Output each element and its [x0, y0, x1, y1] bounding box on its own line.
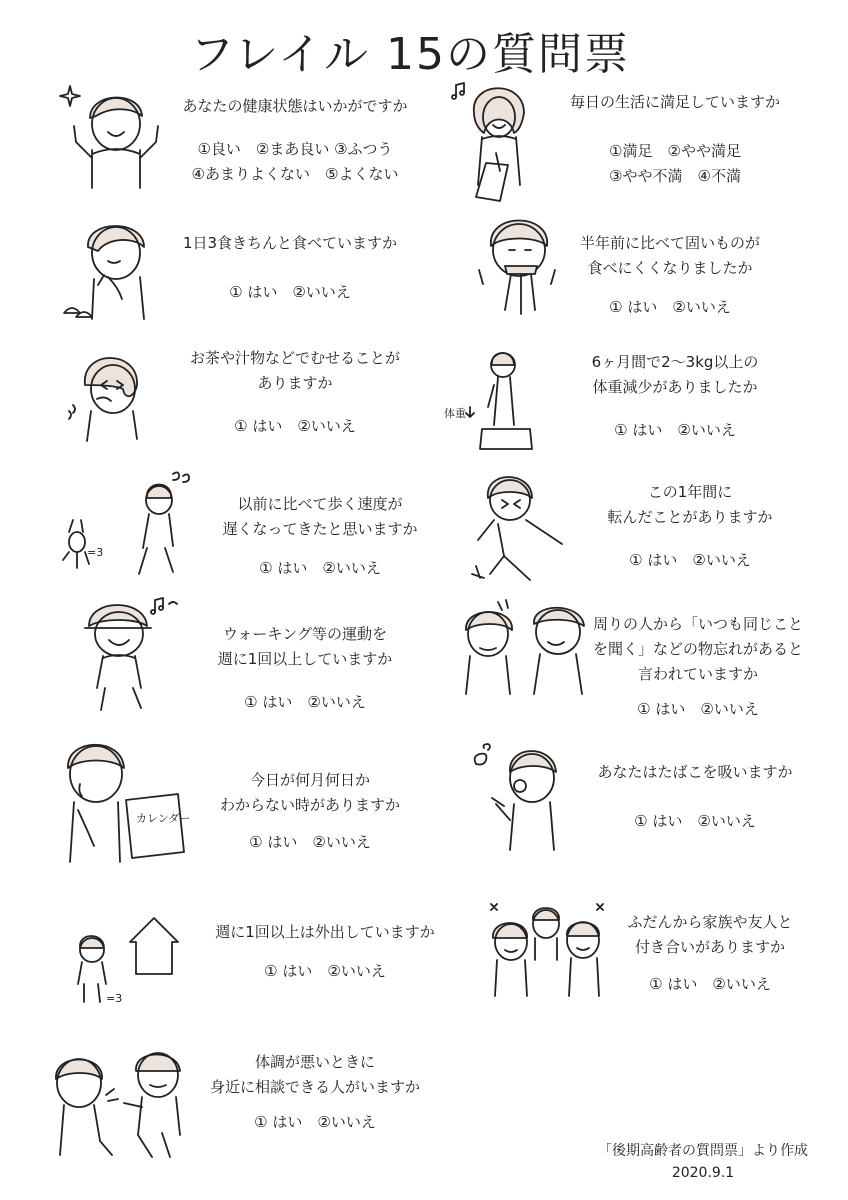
question-text: この1年間に 転んだことがありますか: [607, 483, 773, 526]
question-text: あなたはたばこを吸いますか: [597, 763, 793, 781]
person-calendar-illustration: [60, 740, 190, 870]
answer-options: ① はい ②いいえ: [634, 812, 756, 830]
group-of-friends-illustration: [485, 900, 610, 1005]
question-text: 週に1回以上は外出していますか: [215, 923, 435, 941]
question-7: [200, 492, 440, 581]
question-text: 以前に比べて歩く速度が 遅くなってきたと思いますか: [222, 495, 418, 538]
person-chewing-illustration: [475, 210, 565, 315]
rabbit-sound-effect: =3: [87, 546, 104, 559]
scale-label: 体重: [444, 407, 466, 420]
answer-options: ① はい ②いいえ: [264, 962, 386, 980]
question-9: [185, 622, 425, 715]
question-15: [185, 1050, 445, 1135]
person-smoking-illustration: [470, 742, 560, 852]
creation-date: 2020.9.1: [671, 1165, 735, 1181]
person-walking-cap-illustration: [75, 592, 180, 712]
question-text: ウォーキング等の運動を 週に1回以上していますか: [217, 625, 393, 668]
question-text: あなたの健康状態はいかがですか: [182, 97, 408, 115]
answer-options: ① はい ②いいえ: [229, 283, 351, 301]
question-8: [580, 480, 800, 573]
question-10: [583, 612, 813, 722]
question-text: 毎日の生活に満足していますか: [569, 93, 780, 111]
question-text: 周りの人から「いつも同じこと を聞く」などの物忘れがあると 言われていますか: [592, 615, 803, 683]
question-13: [190, 920, 460, 984]
calendar-label: カレンダー: [136, 812, 191, 825]
question-text: 半年前に比べて固いものが 食べにくくなりましたか: [579, 234, 760, 277]
person-sound-effect: =3: [106, 992, 123, 1005]
person-falling-illustration: [470, 470, 570, 585]
answer-options: ① はい ②いいえ: [254, 1113, 376, 1131]
person-eating-illustration: [62, 215, 162, 325]
question-12: [575, 760, 815, 834]
question-2: [550, 90, 800, 189]
answer-options: ① はい ②いいえ: [614, 421, 736, 439]
question-3: [160, 231, 420, 305]
person-on-scale-illustration: [440, 345, 540, 460]
question-text: 体調が悪いときに 身近に相談できる人がいますか: [209, 1053, 420, 1096]
two-people-talking-illustration: [460, 598, 585, 698]
question-text: 今日が何月何日か わからない時がありますか: [219, 771, 400, 814]
two-people-consulting-illustration: [52, 1045, 192, 1160]
answer-options: ① はい ②いいえ: [234, 417, 356, 435]
answer-options: ① はい ②いいえ: [609, 298, 731, 316]
source-footer: [598, 1140, 808, 1184]
person-choking-illustration: [65, 345, 150, 445]
question-14: [600, 910, 820, 997]
question-11: [185, 768, 435, 855]
page-title: フレイル 15の質問票: [189, 29, 630, 80]
rabbit-walking-illustration: [55, 468, 195, 583]
answer-options: ①満足 ②やや満足 ③やや不満 ④不満: [609, 142, 741, 185]
answer-options: ① はい ②いいえ: [637, 700, 759, 718]
person-writing-illustration: [452, 75, 542, 200]
question-text: 6ヶ月間で2〜3kg以上の 体重減少がありましたか: [591, 353, 759, 396]
answer-options: ① はい ②いいえ: [629, 551, 751, 569]
cheerful-person-illustration: [62, 80, 162, 190]
question-5: [160, 346, 430, 439]
answer-options: ① はい ②いいえ: [259, 559, 381, 577]
answer-options: ① はい ②いいえ: [244, 693, 366, 711]
person-house-illustration: [70, 908, 190, 1008]
question-6: [550, 350, 800, 443]
question-text: お茶や汁物などでむせることが ありますか: [189, 349, 400, 392]
question-4: [545, 231, 795, 320]
answer-options: ① はい ②いいえ: [649, 975, 771, 993]
question-text: 1日3食きちんと食べていますか: [182, 234, 398, 252]
answer-options: ①良い ②まあ良い ③ふつう ④あまりよくない ⑤よくない: [191, 140, 399, 183]
source-note: 「後期高齢者の質問票」より作成: [598, 1143, 808, 1159]
answer-options: ① はい ②いいえ: [249, 833, 371, 851]
question-text: ふだんから家族や友人と 付き合いがありますか: [627, 913, 793, 956]
question-1: [160, 94, 430, 187]
